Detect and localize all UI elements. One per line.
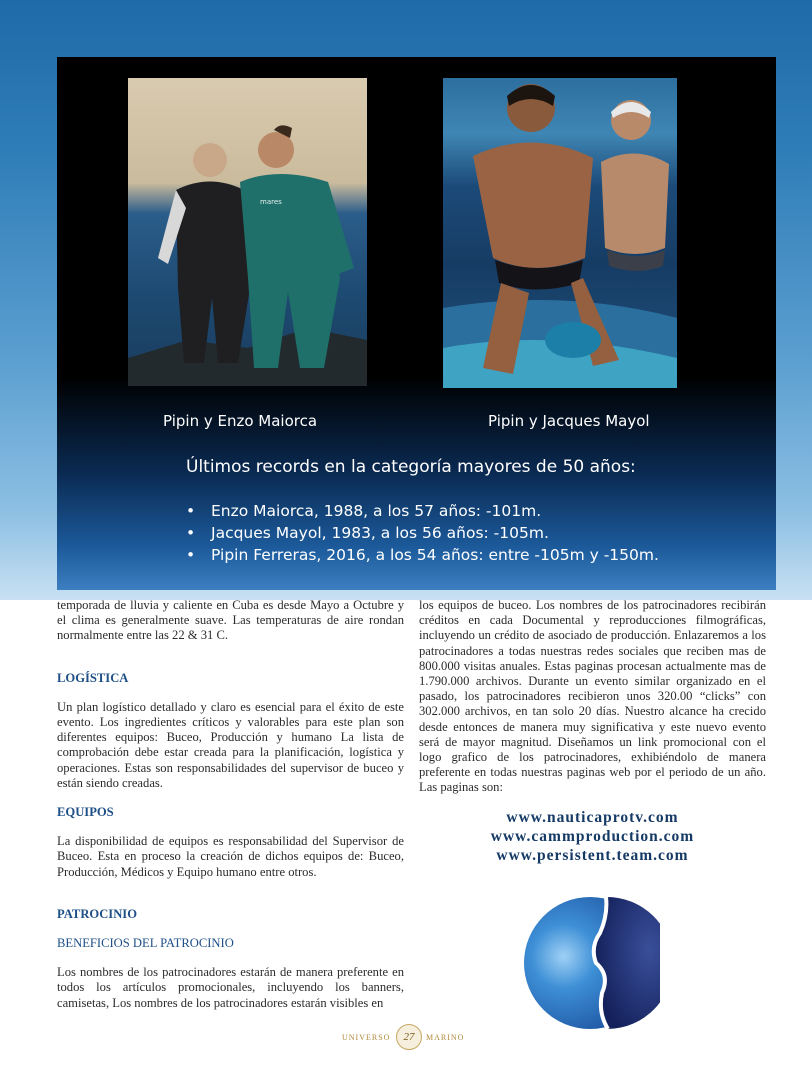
sponsorship-paragraph: los equipos de buceo. Los nombres de los patrocinadores recibirán créditos en cada Documental y reproducciones filmográficas, incluyendo un crédito de asociado de producción. Enlazaremos a los patrocinadores a todas nuestras redes sociales que reciben mas de 800.000 visitas anuales. Estas paginas procesan actualmente mas de 1.790.000 archivos. Durante un evento similar organizado en el pasado, los patrocinadores recibieron unos 320.00 “clicks” con 302.000 archivos, en tan solo 20 días. Nuestro alcance ha crecido desde entonces de manera muy significativa y este nuevo evento será de mayor magnitud. Diseñamos un link promocional con el logo grafico de los patrocinadores, exhibiéndolo de manera preferente en todas nuestras paginas web por el periodo de un año. Las paginas son: xyxy=(419,598,766,795)
footer-universo: UNIVERSO xyxy=(342,1033,391,1042)
caption-right: Pipin y Jacques Mayol xyxy=(488,412,650,430)
page-footer xyxy=(0,1020,812,1050)
photo-pipin-jacques-illustration xyxy=(443,78,677,388)
logistica-paragraph: Un plan logístico detallado y claro es esencial para el éxito de este evento. Los ingredientes críticos y valorables para este plan son diferentes equipos: Buceo, Producción y humano La lista de comprobación debe estar creada para la planificación, logística y operaciones. Estas son responsabilidades del supervisor de buceo y están siendo creadas. xyxy=(57,699,404,790)
page-number: 27 xyxy=(396,1024,422,1050)
records-title: Últimos records en la categoría mayores de 50 años: xyxy=(186,457,636,477)
caption-left: Pipin y Enzo Maiorca xyxy=(163,412,318,430)
photo-pipin-enzo-illustration xyxy=(128,78,367,386)
link-nauticaprotv[interactable]: www.nauticaprotv.com xyxy=(506,809,679,826)
sphere-logo xyxy=(520,893,660,1033)
link-cammproduction[interactable]: www.cammproduction.com xyxy=(490,828,695,845)
equipos-paragraph: La disponibilidad de equipos es responsabilidad del Supervisor de Buceo. Esta en proceso la creación de dichos equipos de: Buceo, Producción, Médicos y Equipo humano entre otros. xyxy=(57,834,404,879)
equipos-heading: EQUIPOS xyxy=(57,805,114,820)
climate-paragraph: temporada de lluvia y caliente en Cuba es desde Mayo a Octubre y el clima es generalmente suave. Las temperaturas de aire rondan normalmente entre las 22 & 31 C. xyxy=(57,598,404,643)
record-item: • Jacques Mayol, 1983, a los 56 años: -105m. xyxy=(186,522,659,544)
record-item: • Pipin Ferreras, 2016, a los 54 años: entre -105m y -150m. xyxy=(186,544,659,566)
record-item: • Enzo Maiorca, 1988, a los 57 años: -101m. xyxy=(186,500,659,522)
sphere-logo-icon xyxy=(520,893,660,1033)
records-list xyxy=(186,500,659,566)
beneficios-heading: BENEFICIOS DEL PATROCINIO xyxy=(57,936,234,951)
photo-pipin-enzo xyxy=(128,78,367,386)
website-links xyxy=(419,808,766,865)
beneficios-paragraph: Los nombres de los patrocinadores estarán de manera preferente en todos los artículos promocionales, incluyendo los banners, camisetas, Los nombres de los patrocinadores estarán visibles en xyxy=(57,965,404,1010)
suit-brand-text: mares xyxy=(260,198,282,206)
photo-pipin-jacques xyxy=(443,78,677,388)
right-column xyxy=(419,598,766,796)
link-persistent-team[interactable]: www.persistent.team.com xyxy=(496,847,689,864)
patrocinio-heading: PATROCINIO xyxy=(57,906,137,921)
left-column xyxy=(57,598,404,1011)
footer-marino: MARINO xyxy=(426,1033,465,1042)
logistica-heading: LOGÍSTICA xyxy=(57,670,129,685)
slide-image xyxy=(57,57,776,590)
